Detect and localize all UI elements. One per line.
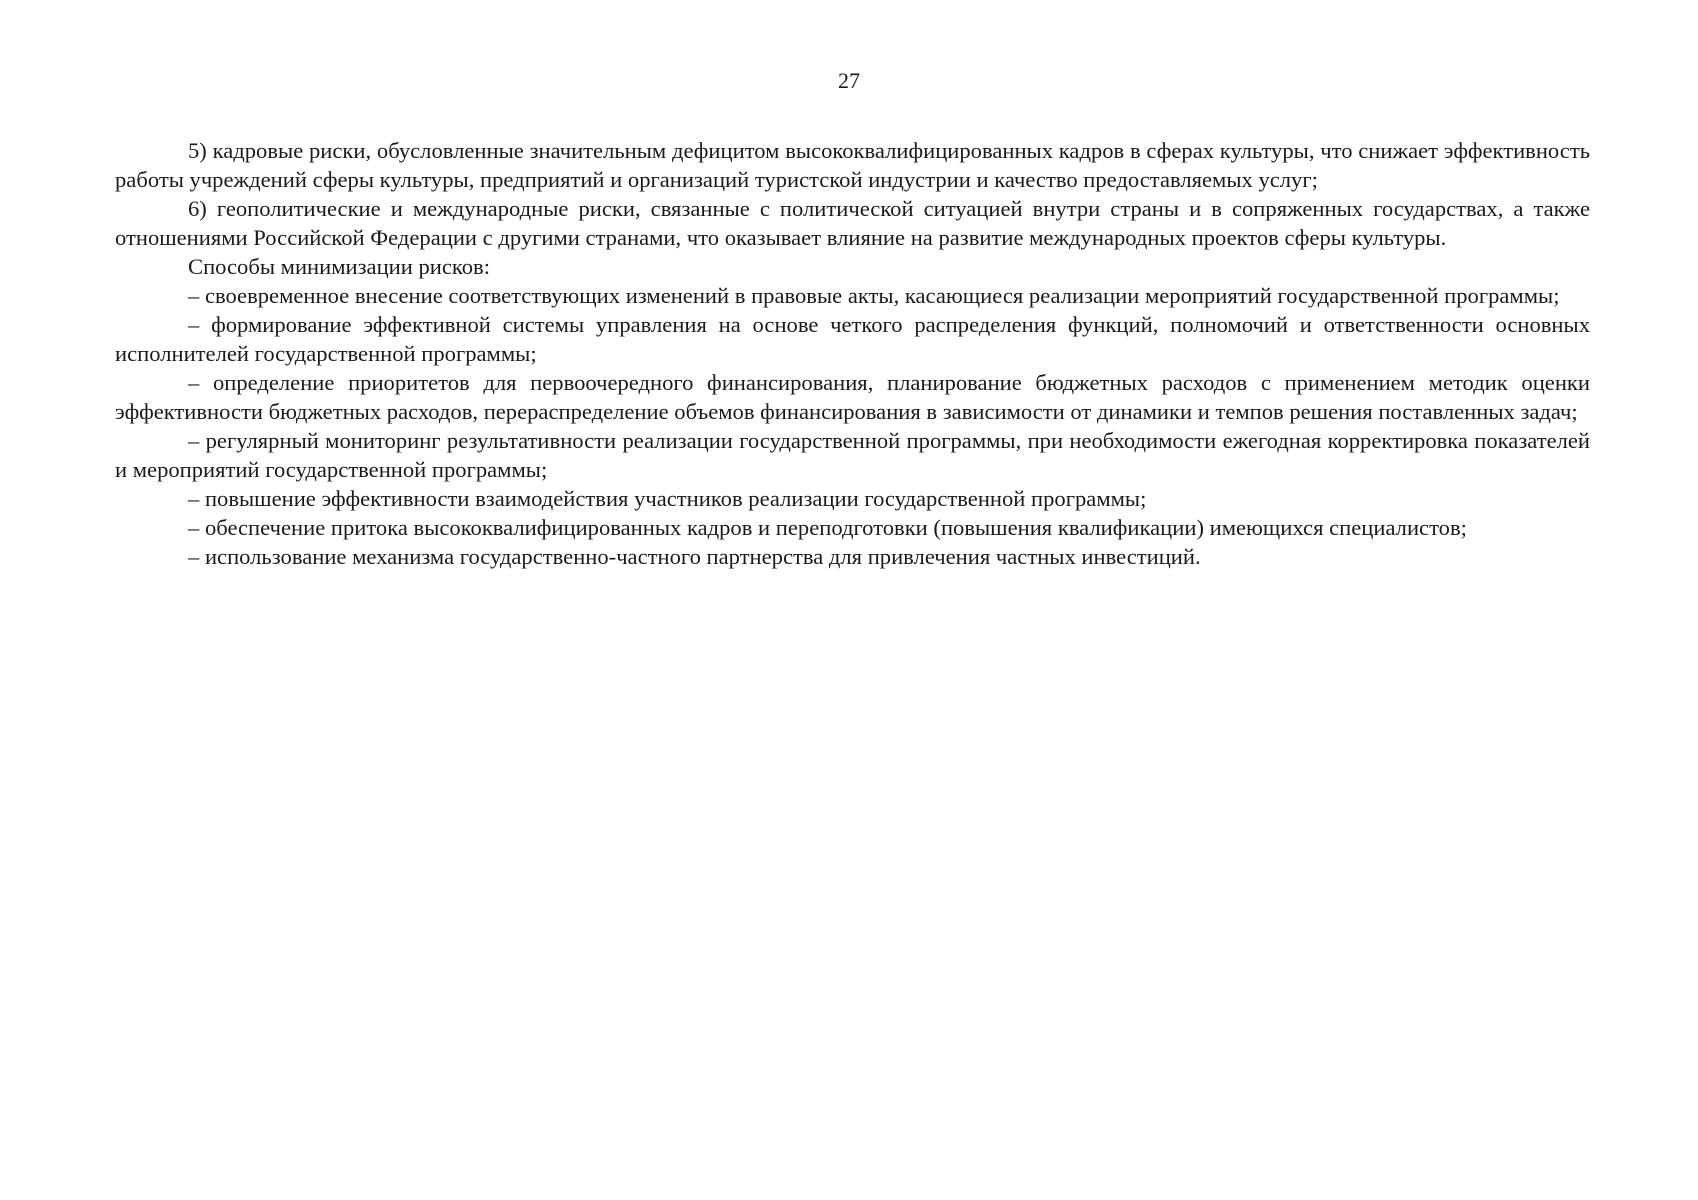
list-item-legal-acts: – своевременное внесение соответствующих изменений в правовые акты, касающиеся реализации мероприятий государственной программы; bbox=[188, 283, 1560, 308]
document-body bbox=[115, 136, 1590, 571]
list-item-public-private-partnership: – использование механизма государственно-частного партнерства для привлечения частных инвестиций. bbox=[188, 544, 1201, 569]
paragraph-mitigation-heading: Способы минимизации рисков: bbox=[188, 254, 490, 279]
paragraph-geopolitical-risks: 6) геополитические и международные риски, связанные с политической ситуацией внутри страны и в сопряженных государствах, а также отношениями Российской Федерации с другими странами, что оказывает влияние на развитие международных проектов сферы культуры. bbox=[115, 196, 1590, 250]
list-item-personnel-training: – обеспечение притока высококвалифицированных кадров и переподготовки (повышения квалификации) имеющихся специалистов; bbox=[188, 515, 1467, 540]
page-number: 27 bbox=[838, 68, 860, 93]
paragraph-personnel-risks: 5) кадровые риски, обусловленные значительным дефицитом высококвалифицированных кадров в сферах культуры, что снижает эффективность работы учреждений сферы культуры, предприятий и организаций туристской индустрии и качество предоставляемых услуг; bbox=[115, 138, 1590, 192]
list-item-monitoring: – регулярный мониторинг результативности реализации государственной программы, при необходимости ежегодная корректировка показателей и мероприятий государственной программы; bbox=[115, 428, 1590, 482]
list-item-financing-priorities: – определение приоритетов для первоочередного финансирования, планирование бюджетных расходов с применением методик оценки эффективности бюджетных расходов, перераспределение объемов финансирования в зависимости от динамики и темпов решения поставленных задач; bbox=[115, 370, 1590, 424]
list-item-management-system: – формирование эффективной системы управления на основе четкого распределения функций, полномочий и ответственности основных исполнителей государственной программы; bbox=[115, 312, 1590, 366]
list-item-cooperation: – повышение эффективности взаимодействия участников реализации государственной программы; bbox=[188, 486, 1147, 511]
